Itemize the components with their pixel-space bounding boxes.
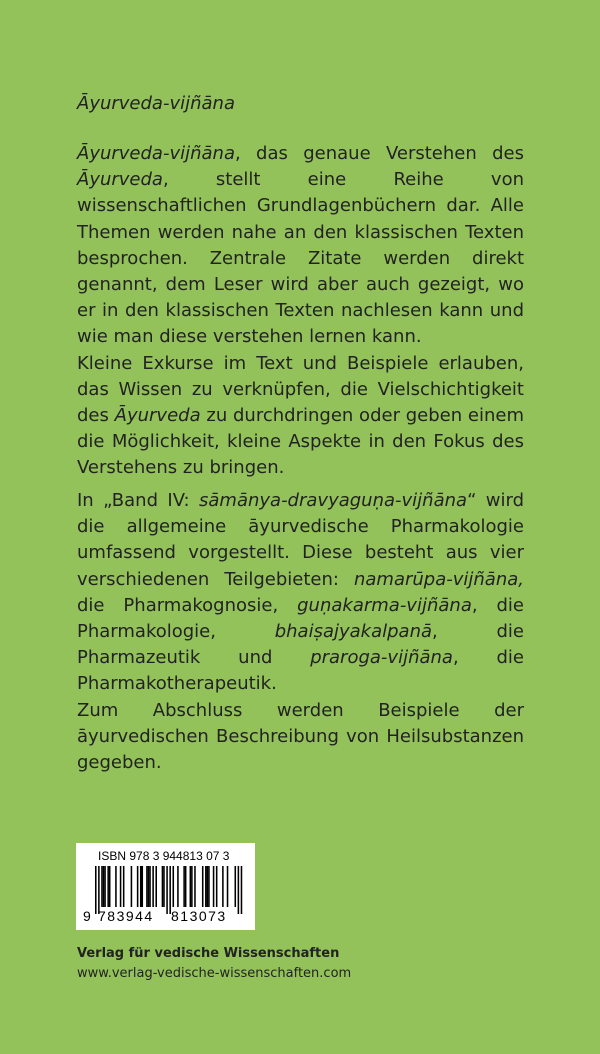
barcode-bar bbox=[207, 866, 209, 907]
barcode-bar bbox=[194, 866, 196, 907]
barcode-bar bbox=[208, 866, 210, 907]
barcode-bar bbox=[104, 866, 106, 907]
intro-text bbox=[77, 141, 524, 482]
publisher-website: www.verlag-vedische-wissenschaften.com bbox=[77, 966, 352, 981]
barcode-bar bbox=[227, 866, 229, 907]
barcode-bar bbox=[98, 866, 100, 914]
ean-right-digits: 813073 bbox=[171, 908, 227, 924]
barcode-bar bbox=[162, 866, 164, 907]
isbn-barcode bbox=[76, 843, 255, 930]
isbn-label: ISBN 978 3 944813 07 3 bbox=[98, 849, 230, 863]
barcode-bar bbox=[103, 866, 105, 907]
barcode-bar bbox=[205, 866, 207, 907]
ean-first-digit: 9 bbox=[83, 908, 91, 924]
barcode-bar bbox=[146, 866, 148, 907]
barcode-bar bbox=[131, 866, 133, 907]
barcode-bar bbox=[107, 866, 109, 907]
barcode-bar bbox=[173, 866, 175, 907]
barcode-bar bbox=[95, 866, 97, 914]
barcode-bar bbox=[235, 866, 237, 907]
barcode-bar bbox=[149, 866, 151, 907]
barcode-bar bbox=[155, 866, 157, 907]
barcode-bar bbox=[137, 866, 139, 907]
barcode-bar bbox=[148, 866, 150, 907]
barcode-bar bbox=[216, 866, 218, 907]
volume-description bbox=[77, 488, 524, 776]
ean-left-digits: 783944 bbox=[98, 908, 154, 924]
barcode-bar bbox=[238, 866, 240, 914]
barcode-bar bbox=[213, 866, 215, 907]
volume-paragraph-1: In „Band IV: sāmānya-dravyaguṇa-vijñāna“ wird die allgemeine āyurvedische Pharmakologie umfassend vorgestellt. Diese besteht aus vier verschiedenen Teilgebieten: namarūpa-vijñāna, die Pharmakognosie, guṇakarma-vijñāna, die Pharmakologie, bhaiṣajyakalpanā, die Pharmazeutik und praroga-vijñāna, die Pharmakotherapeutik. bbox=[77, 490, 525, 695]
barcode-bar bbox=[177, 866, 179, 907]
barcode-bar bbox=[142, 866, 144, 907]
barcode-bar bbox=[190, 866, 192, 907]
barcode-bar bbox=[120, 866, 122, 907]
barcode-bar bbox=[123, 866, 125, 907]
barcode-bar bbox=[191, 866, 193, 907]
publisher-name: Verlag für vedische Wissenschaften bbox=[77, 946, 340, 961]
barcode-bar bbox=[152, 866, 154, 907]
barcode-bar bbox=[185, 866, 187, 907]
barcode-bar bbox=[169, 866, 171, 914]
barcode-bar bbox=[222, 866, 224, 907]
barcode-bar bbox=[140, 866, 142, 907]
barcode-bar bbox=[101, 866, 103, 907]
barcode-bar bbox=[166, 866, 168, 914]
series-title: Āyurveda-vijñāna bbox=[77, 93, 235, 114]
barcode-bar bbox=[241, 866, 243, 914]
volume-paragraph-2: Zum Abschluss werden Beispiele der āyurvedischen Beschreibung von Heilsubstanzen gegeben. bbox=[77, 699, 524, 774]
intro-paragraph-1: Āyurveda-vijñāna, das genaue Verstehen des Āyurveda, stellt eine Reihe von wissenschaftlichen Grundlagenbüchern dar. Alle Themen werden nahe an den klassischen Texten besprochen. Zentrale Zitate werden direkt genannt, dem Leser wird aber auch gezeigt, wo er in den klassischen Texten nachlesen kann und wie man diese verstehen lernen kann. bbox=[77, 143, 524, 348]
barcode-bar bbox=[163, 866, 165, 907]
barcode-bar bbox=[109, 866, 111, 907]
barcode-bar bbox=[115, 866, 117, 907]
barcode-bar bbox=[202, 866, 204, 907]
intro-paragraph-2: Kleine Exkurse im Text und Beispiele erlauben, das Wissen zu verknüpfen, die Vielschichtigkeit des Āyurveda zu durchdringen oder geben einem die Möglichkeit, kleine Aspekte in den Fokus des Verstehens zu bringen. bbox=[77, 352, 524, 479]
barcode-bar bbox=[183, 866, 185, 907]
